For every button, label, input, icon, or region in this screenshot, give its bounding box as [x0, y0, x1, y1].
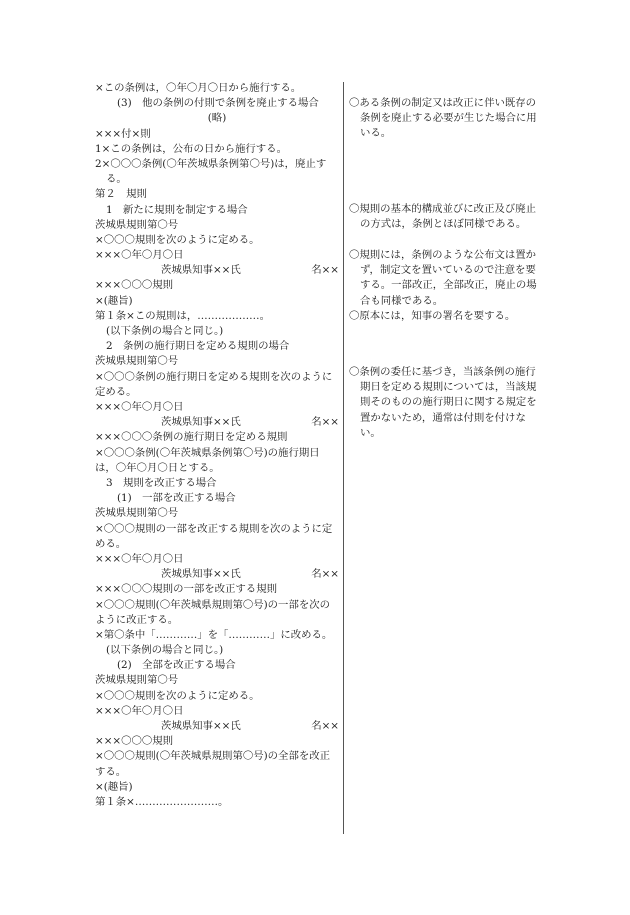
document-line: 第２ 規則: [95, 188, 147, 201]
signatory: 茨城県知事××氏: [161, 264, 241, 277]
document-line: 2 条例の施行期日を定める規則の場合: [106, 340, 290, 353]
document-line: 1×この条例は，公布の日から施行する。: [95, 142, 287, 155]
document-line: (2) 全部を改正する場合: [117, 659, 236, 672]
document-line: ×〇〇〇規則を次のように定める。: [95, 689, 260, 702]
document-line: [95, 567, 339, 582]
document-line: ×××付×則: [95, 127, 151, 140]
document-line: 第１条×……………………。: [95, 796, 229, 809]
note-delegation: [349, 365, 537, 441]
document-line: 1 新たに規則を制定する場合: [106, 203, 248, 216]
document-line: (以下条例の場合と同じ。): [106, 644, 224, 657]
note-text: 〇原本には，知事の署名を要する。: [349, 310, 516, 322]
signature-name: 名××: [311, 720, 339, 733]
document-line: (3) 他の条例の付則で条例を廃止する場合: [117, 97, 319, 110]
document-line: (1) 一部を改正する場合: [117, 492, 236, 505]
document-line: 2×〇〇〇条例(〇年茨城県条例第〇号)は，廃止する。: [95, 157, 327, 186]
document-line: 第１条×この規則は，………………。: [95, 309, 270, 322]
document-line: ×この条例は，〇年〇月〇日から施行する。: [95, 82, 302, 94]
document-line: ×××〇年〇月〇日: [95, 552, 184, 565]
note-structure: [349, 202, 537, 232]
document-line: 茨城県規則第〇号: [95, 355, 179, 368]
document-line: 茨城県規則第〇号: [95, 507, 179, 520]
document-line: ×〇〇〇規則(〇年茨城県規則第〇号)の一部を次のように改正する。: [95, 598, 331, 626]
note-signature: [349, 309, 537, 324]
document-line: ×〇〇〇規則の一部を改正する規則を次のように定める。: [95, 522, 333, 550]
signatory: 茨城県知事××氏: [161, 720, 241, 733]
document-line: 茨城県規則第〇号: [95, 674, 179, 687]
document-line: ×××〇年〇月〇日: [95, 249, 184, 262]
document-body: [95, 81, 339, 810]
signatory: 茨城県知事××氏: [161, 568, 241, 581]
note-text: 〇ある条例の制定又は改正に伴い既存の条例を廃止する必要が生じた場合に用いる。: [349, 97, 537, 140]
document-line: (略): [207, 112, 227, 125]
document-line: ×〇〇〇条例の施行期日を定める規則を次のように定める。: [95, 370, 333, 398]
document-line: ×(趣旨): [95, 780, 133, 793]
document-line: ×第〇条中「…………」を「…………」に改める。: [95, 628, 333, 641]
note-text: 〇条例の委任に基づき，当該条例の施行期日を定める規則については，当該規則そのものの施行期日に関する規定を置かないため，通常は付則を付けない。: [349, 366, 537, 439]
document-line: ×〇〇〇規則(〇年茨城県規則第〇号)の全部を改正する。: [95, 750, 331, 778]
document-line: ×××〇〇〇条例の施行期日を定める規則: [95, 431, 288, 444]
document-line: [95, 415, 339, 430]
document-line: ×〇〇〇規則を次のように定める。: [95, 233, 260, 246]
note-repeal: [349, 96, 537, 142]
document-line: ×××〇年〇月〇日: [95, 401, 184, 413]
document-line: (以下条例の場合と同じ。): [106, 325, 224, 338]
signature-name: 名××: [311, 416, 339, 429]
signature-name: 名××: [311, 264, 339, 277]
document-line: ×××〇〇〇規則の一部を改正する規則: [95, 583, 277, 596]
document-line: ×××〇〇〇規則: [95, 279, 174, 292]
document-line: [95, 719, 339, 734]
document-line: 茨城県規則第〇号: [95, 218, 179, 231]
document-line: [95, 263, 339, 278]
note-text: 〇規則の基本的構成並びに改正及び廃止の方式は，条例とほぼ同様である。: [349, 203, 537, 231]
note-text: 〇規則には，条例のような公布文は置かず，制定文を置いているので注意を要する。一部改正，全部改正，廃止の場合も同様である。: [349, 249, 537, 307]
document-line: ×××〇年〇月〇日: [95, 704, 184, 717]
document-line: ×××〇〇〇規則: [95, 735, 174, 748]
document-line: ×〇〇〇条例(〇年茨城県条例第〇号)の施行期日は，〇年〇月〇日とする。: [95, 446, 320, 474]
signatory: 茨城県知事××氏: [161, 416, 241, 429]
signature-name: 名××: [311, 568, 339, 581]
document-line: 3 規則を改正する場合: [106, 476, 217, 489]
column-divider: [343, 82, 344, 834]
note-no-promulgation: [349, 248, 537, 309]
document-line: ×(趣旨): [95, 294, 133, 307]
